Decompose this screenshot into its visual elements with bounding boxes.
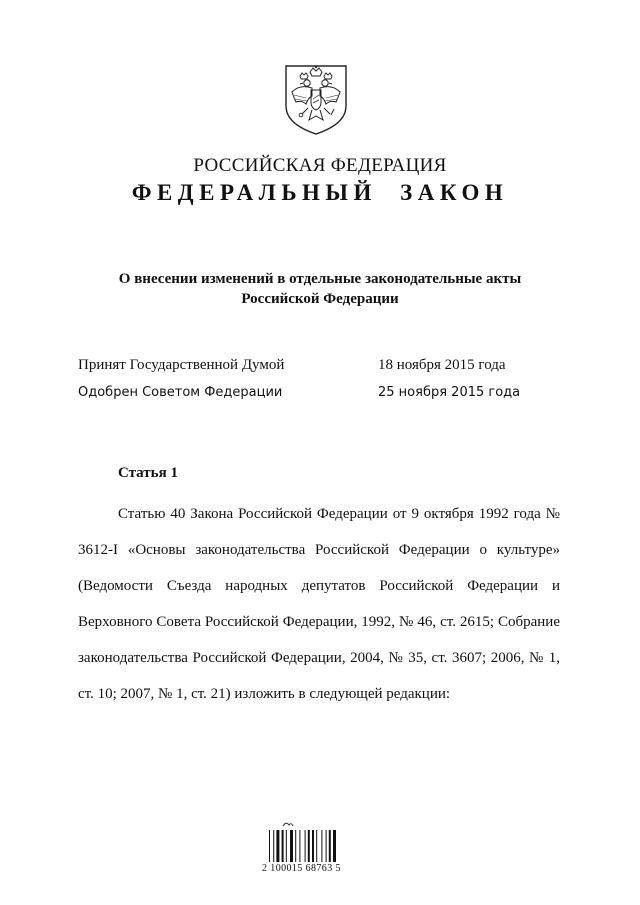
article-paragraph: Статью 40 Закона Российской Федерации от 9 октября 1992 года № 3612-I «Основы законодательства Российской Федерации о культуре» (Ведомости Съезда народных депутатов Российской Федерации и Верховного Совета Российской Федерации, 1992, № 46, ст. 2615; Собрание законодательства Российской Федерации, 2004, № 35, ст. 3607; 2006, № 1, ст. 10; 2007, № 1, ст. 21) изложить в следующей редакции: xyxy=(78,506,560,702)
adoption-label: Принят Государственной Думой xyxy=(78,357,285,373)
adoption-date: 18 ноября 2015 года xyxy=(378,357,506,373)
coat-of-arms-icon xyxy=(282,62,350,136)
adoption-label: Одобрен Советом Федерации xyxy=(78,385,283,400)
barcode-number: 2 100015 68763 5 xyxy=(262,863,341,874)
country-name: РОССИЙСКАЯ ФЕДЕРАЦИЯ xyxy=(193,155,447,176)
adoption-date: 25 ноября 2015 года xyxy=(378,385,521,400)
document-type-title: ФЕДЕРАЛЬНЫЙ ЗАКОН xyxy=(131,180,509,205)
law-subject-title: О внесении изменений в отдельные законодательные акты Российской Федерации xyxy=(118,271,522,307)
article-heading: Статья 1 xyxy=(118,465,178,481)
